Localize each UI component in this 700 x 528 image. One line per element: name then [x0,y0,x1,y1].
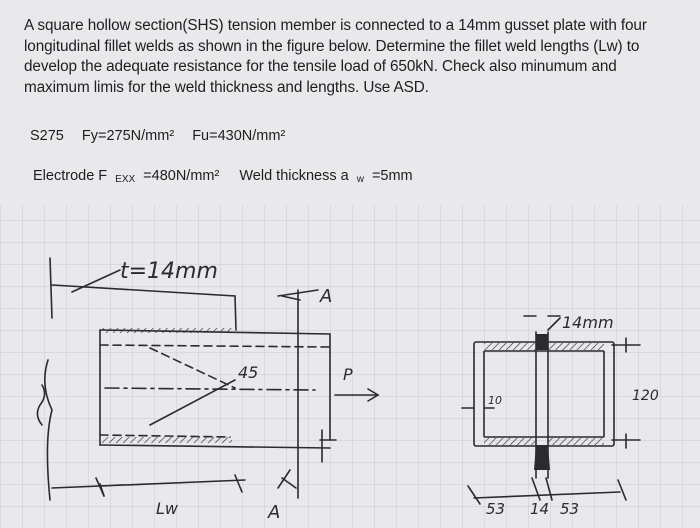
width-left-label: 53 [486,500,506,518]
section-label-top: A [320,286,333,307]
width-mid-label: 14 [530,500,550,518]
weld-top-hatch [102,328,232,333]
height-label: 120 [632,388,659,404]
ultimate-strength: Fu=430N/mm² [192,128,286,144]
section-weld-tr [548,343,604,350]
plate-thickness-label: 14mm [562,313,614,332]
section-weld-tl [484,343,536,350]
section-label-bottom: A [268,502,281,523]
electrode-value: =480N/mm² [143,168,220,184]
weld-bottom-hatch [102,437,232,443]
electrode-label: Electrode F [33,168,108,184]
weld-thickness-label: Weld thickness a [239,168,349,184]
thickness-label: t=14mm [120,259,218,284]
load-label: P [343,365,353,384]
weld-thickness-value: =5mm [371,168,413,184]
weld-length-label: Lw [156,499,178,518]
width-right-label: 53 [560,500,580,518]
problem-statement: A square hollow section(SHS) tension member is connected to a 14mm gusset plate with four longitudinal fillet welds as shown in the figure below. Determine the fillet weld lengths (Lw) to develop the adequate resistance for the tensile load of 650kN. Check also minumum and maximum limis for the weld thickness and lengths. Use ASD. [24,17,647,96]
section-weld-bl [484,438,536,445]
weld-thickness-sub: w [356,174,364,185]
angle-label: 45 [238,363,259,382]
electrode-sub: EXX [115,174,136,185]
plate-weld-top [536,334,548,350]
wall-thickness-label: 10 [488,394,502,407]
section-weld-br [548,438,604,445]
steel-grade: S275 [30,128,64,144]
yield-strength: Fy=275N/mm² [81,128,175,144]
plate-weld-bottom [534,445,550,470]
